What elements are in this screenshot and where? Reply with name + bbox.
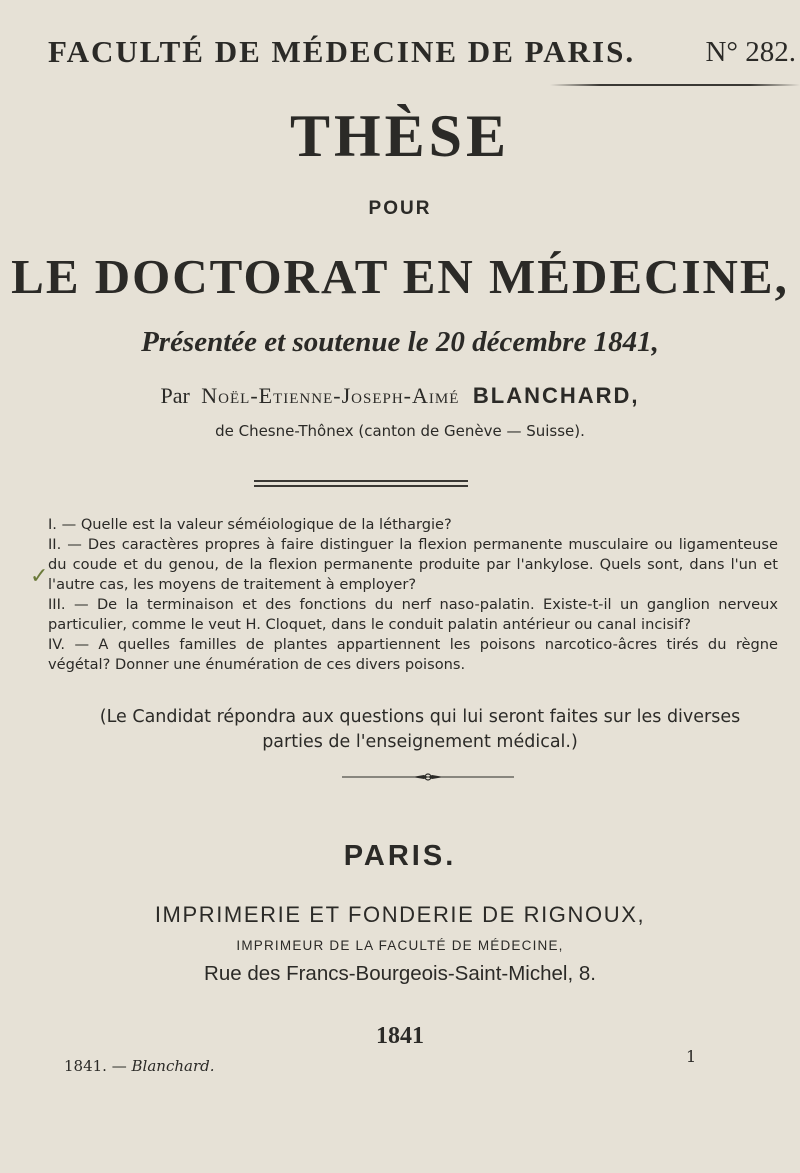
ornament-rule bbox=[342, 772, 514, 782]
author-line bbox=[0, 383, 800, 409]
header bbox=[48, 34, 800, 78]
these-title: THÈSE bbox=[289, 103, 511, 169]
footer-dash: — bbox=[111, 1057, 127, 1075]
question-item: I. — Quelle est la valeur séméiologique de la léthargie? bbox=[48, 516, 452, 533]
question-item: III. — De la terminaison et des fonctions du nerf naso-palatin. Existe-t-il un ganglion nerveux particulier, comme le veut H. Cloquet, dans le conduit palatin antérieur ou canal incisif? bbox=[48, 596, 778, 633]
check-mark-icon: ✓ bbox=[30, 564, 49, 589]
doctorat-title: LE DOCTORAT EN MÉDECINE, bbox=[11, 249, 789, 304]
double-rule bbox=[254, 480, 468, 490]
footer-signature bbox=[64, 1057, 214, 1075]
author-par: Par bbox=[160, 383, 190, 408]
thesis-number: N° 282. bbox=[705, 36, 796, 68]
imprint-printer-title: IMPRIMEUR DE LA FACULTÉ DE MÉDECINE, bbox=[236, 938, 564, 953]
candidat-note: (Le Candidat répondra aux questions qui lui seront faites sur les diverses parties de l'enseignement médical.) bbox=[99, 707, 741, 752]
footer-author: Blanchard. bbox=[131, 1057, 215, 1075]
question-item: IV. — A quelles familles de plantes appartiennent les poisons narcotico-âcres tirés du règne végétal? Donner une énumération de ces divers poisons. bbox=[48, 636, 778, 673]
imprint-address: Rue des Francs-Bourgeois-Saint-Michel, 8. bbox=[204, 962, 596, 985]
sheet-number: 1 bbox=[686, 1047, 697, 1066]
footer-year: 1841. bbox=[64, 1057, 107, 1075]
defense-date-line: Présentée et soutenue le 20 décembre 1841, bbox=[141, 326, 659, 358]
imprint-year: 1841 bbox=[376, 1023, 424, 1049]
question-item: II. — Des caractères propres à faire distinguer la flexion permanente musculaire ou ligamenteuse du coude et du genou, de la flexion permanente produite par l'ankylose. Quels sont, dans l'un et l'autre cas, les moyens de traitement à employer? bbox=[48, 536, 778, 593]
author-origin: de Chesne-Thônex (canton de Genève — Suisse). bbox=[215, 422, 585, 440]
imprint-printer: IMPRIMERIE ET FONDERIE DE RIGNOUX, bbox=[154, 902, 646, 927]
author-surname: BLANCHARD, bbox=[472, 383, 640, 408]
author-given-names: Noël-Etienne-Joseph-Aimé bbox=[201, 383, 460, 408]
question-list bbox=[48, 515, 778, 675]
imprint-city: PARIS. bbox=[343, 840, 457, 872]
pour-label: POUR bbox=[368, 198, 432, 219]
header-rule bbox=[550, 84, 800, 86]
faculty-heading: FACULTÉ DE MÉDECINE DE PARIS. bbox=[48, 34, 636, 69]
